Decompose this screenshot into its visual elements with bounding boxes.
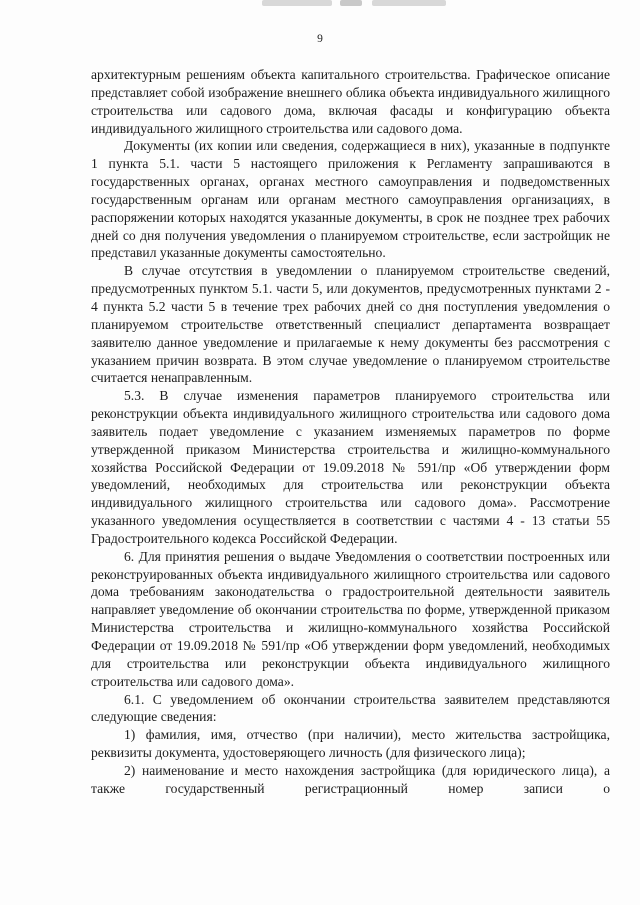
paragraph-documents-request: Документы (их копии или сведения, содержащиеся в них), указанные в подпункте 1 пункта 5.1. части 5 настоящего приложения к Регламенту запрашиваются в государственных органах, органах местного самоуправления и подведомственных государственным органам или органам местного самоуправления организациях, в распоряжении которых находятся указанные документы, в срок не позднее трех рабочих дней со дня получения уведомления о планируемом строительстве, если застройщик не представил указанные документы самостоятельно. <box>91 138 610 261</box>
scan-artifact <box>262 0 332 6</box>
list-item-2: 2) наименование и место нахождения застройщика (для юридического лица), а также государственный регистрационный номер записи о <box>91 762 610 796</box>
scan-artifact <box>372 0 446 6</box>
page-number: 9 <box>317 33 323 45</box>
scan-artifact <box>340 0 362 6</box>
document-body <box>91 66 610 798</box>
paragraph-6: 6. Для принятия решения о выдаче Уведомления о соответствии построенных или реконструированных объекта индивидуального жилищного строительства или садового дома требованиям законодательства о градостроительной деятельности заявитель направляет уведомление об окончании строительства по форме, утвержденной приказом Министерства строительства и жилищно-коммунального хозяйства Российской Федерации от 19.09.2018 № 591/пр «Об утверждении форм уведомлений, необходимых для строительства или реконструкции объекта индивидуального жилищного строительства или садового дома». <box>91 548 610 689</box>
paragraph-continuation: архитектурным решениям объекта капитального строительства. Графическое описание представляет собой изображение внешнего облика объекта индивидуального жилищного строительства или садового дома, включая фасады и конфигурацию объекта индивидуального жилищного строительства или садового дома. <box>91 67 610 136</box>
list-item-1: 1) фамилия, имя, отчество (при наличии), место жительства застройщика, реквизиты документа, удостоверяющего личность (для физического лица); <box>91 727 610 761</box>
paragraph-return-notice: В случае отсутствия в уведомлении о планируемом строительстве сведений, предусмотренных пунктом 5.1. части 5, или документов, предусмотренных пунктами 2 - 4 пункта 5.2 части 5 в течение трех рабочих дней со дня поступления уведомления о планируемом строительстве ответственный специалист департамента возвращает заявителю данное уведомление и прилагаемые к нему документы без рассмотрения с указанием причин возврата. В этом случае уведомление о планируемом строительстве считается ненаправленным. <box>91 263 610 386</box>
paragraph-6-1: 6.1. С уведомлением об окончании строительства заявителем представляются следующие сведения: <box>91 691 610 725</box>
paragraph-5-3: 5.3. В случае изменения параметров планируемого строительства или реконструкции объекта индивидуального жилищного строительства или садового дома заявитель подает уведомление с указанием изменяемых параметров по форме утвержденной приказом Министерства строительства и жилищно-коммунального хозяйства Российской Федерации от 19.09.2018 № 591/пр «Об утверждении форм уведомлений, необходимых для строительства или реконструкции объекта индивидуального жилищного строительства или садового дома». Рассмотрение указанного уведомления осуществляется в соответствии с частями 4 - 13 статьи 55 Градостроительного кодекса Российской Федерации. <box>91 388 610 546</box>
